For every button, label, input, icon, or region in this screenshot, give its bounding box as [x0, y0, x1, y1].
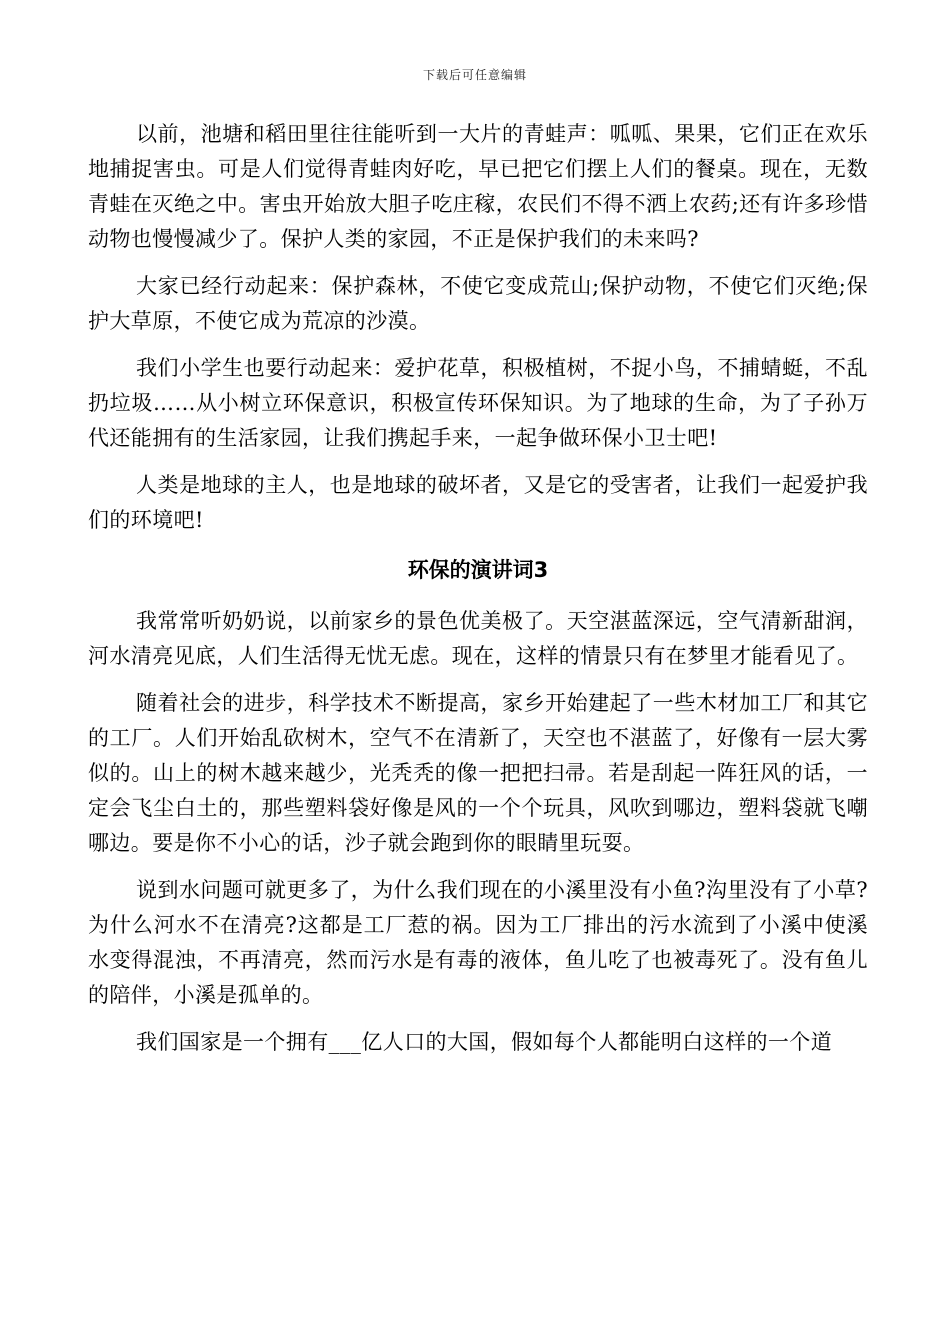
paragraph: 说到水问题可就更多了，为什么我们现在的小溪里没有小鱼?沟里没有了小草?为什么河水不在清亮?这都是工厂惹的祸。因为工厂排出的污水流到了小溪中使溪水变得混浊，不再清亮，然而污水是有毒的液体，鱼儿吃了也被毒死了。没有鱼儿的陪伴，小溪是孤单的。: [88, 878, 868, 1007]
paragraph: 随着社会的进步，科学技术不断提高，家乡开始建起了一些木材加工厂和其它的工厂。人们开始乱砍树木，空气不在清新了，天空也不湛蓝了，好像有一层大雾似的。山上的树木越来越少，光秃秃的像一把把扫帚。若是刮起一阵狂风的话，一定会飞尘白土的，那些塑料袋好像是风的一个个玩具，风吹到哪边，塑料袋就飞嘲哪边。要是你不小心的话，沙子就会跑到你的眼睛里玩耍。: [88, 691, 868, 855]
header-note: 下载后可任意编辑: [422, 68, 527, 82]
paragraph: 我常常听奶奶说，以前家乡的景色优美极了。天空湛蓝深远，空气清新甜润，河水清亮见底，人们生活得无忧无虑。现在，这样的情景只有在梦里才能看见了。: [88, 609, 868, 668]
document-body: [88, 117, 868, 1072]
paragraph: 以前，池塘和稻田里往往能听到一大片的青蛙声：呱呱、果果，它们正在欢乐地捕捉害虫。可是人们觉得青蛙肉好吃，早已把它们摆上人们的餐桌。现在，无数青蛙在灭绝之中。害虫开始放大胆子吃庄稼，农民们不得不洒上农药;还有许多珍惜动物也慢慢减少了。保护人类的家园，不正是保护我们的未来吗?: [88, 122, 868, 251]
section-title: 环保的演讲词3: [407, 558, 549, 582]
paragraph: 人类是地球的主人，也是地球的破坏者，又是它的受害者，让我们一起爱护我们的环境吧!: [88, 473, 868, 532]
paragraph: 我们国家是一个拥有___亿人口的大国，假如每个人都能明白这样的一个道: [136, 1030, 833, 1054]
paragraph: 我们小学生也要行动起来：爱护花草，积极植树，不捉小鸟，不捕蜻蜓，不乱扔垃圾……从小树立环保意识，积极宣传环保知识。为了地球的生命，为了子孙万代还能拥有的生活家园，让我们携起手来，一起争做环保小卫士吧!: [88, 356, 868, 450]
paragraph: 大家已经行动起来：保护森林，不使它变成荒山;保护动物，不使它们灭绝;保护大草原，不使它成为荒凉的沙漠。: [88, 274, 868, 333]
